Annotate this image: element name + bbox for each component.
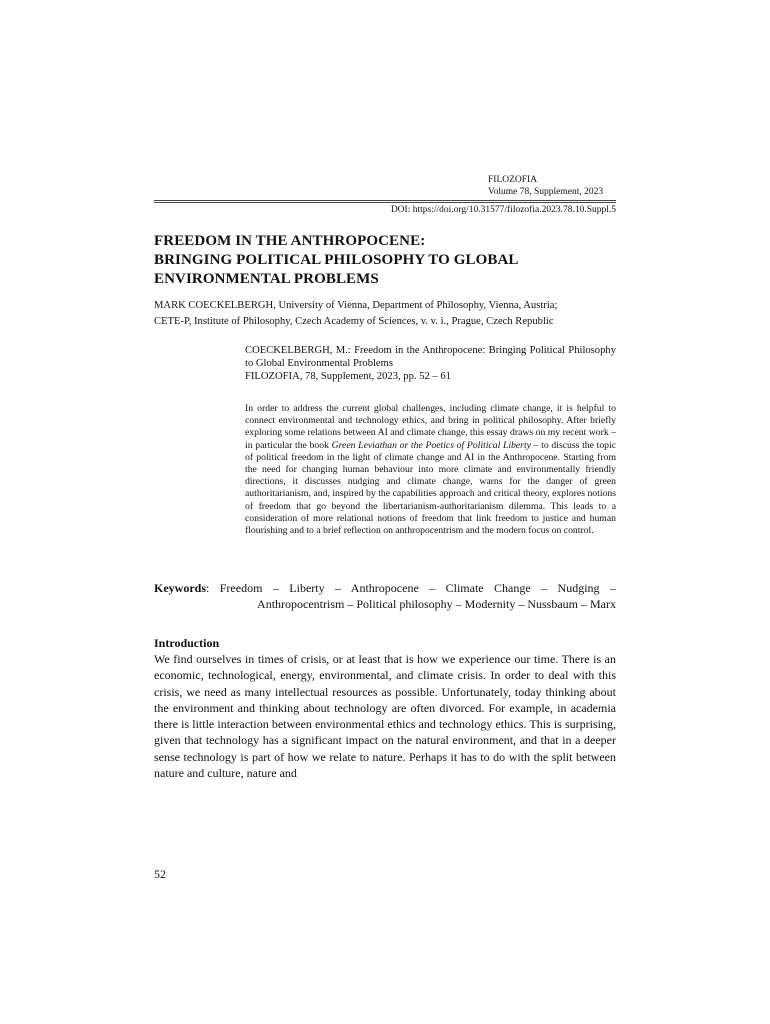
title-line-2: BRINGING POLITICAL PHILOSOPHY TO GLOBAL [154,252,519,268]
author-line-1: MARK COECKELBERGH, University of Vienna, Department of Philosophy, Vienna, Austria; [154,300,558,311]
citation-source: FILOZOFIA, 78, Supplement, 2023, pp. 52 – 61 [245,371,451,382]
keywords-list-2: Anthropocentrism – Political philosophy – Modernity – Nussbaum – Marx [257,597,616,611]
abstract-book-title: Green Leviathan or the Poetics of Political Liberty [331,439,531,451]
keywords-line-1 [154,580,616,596]
abstract-part-1: In order to address the current global challenges, including climate change, it is helpful to connect environmental and technology ethics, and bring in political philosophy. After briefly exploring some relations between AI and climate change, this essay draws on my recent work – in particular the book [245,403,616,451]
author-line-2: CETE-P, Institute of Philosophy, Czech Academy of Sciences, v. v. i., Prague, Czech Republic [154,316,554,327]
header-rule-secondary [154,202,616,203]
page-number: 52 [154,867,166,881]
article-title [154,232,624,289]
doi-link[interactable]: DOI: https://doi.org/10.31577/filozofia.2023.78.10.Suppl.5 [390,205,616,215]
introduction-paragraph: We find ourselves in times of crisis, or at least that is how we experience our time. There is an economic, technological, energy, environmental, and climate crisis. In order to deal with this crisis, we need as many intellectual resources as possible. Unfortunately, today thinking about the environment and thinking about technology are often divorced. For example, in academia there is little interaction between environmental ethics and technology ethics. This is surprising, given that technology has a significant impact on the natural environment, and that in a deeper sense technology is part of how we relate to nature. Perhaps it has to do with the split between nature and culture, nature and [154,652,616,781]
citation-text: COECKELBERGH, M.: Freedom in the Anthropocene: Bringing Political Philosophy to Global Environmental Problems [245,345,616,369]
section-heading-introduction: Introduction [154,636,220,650]
keywords-block [154,580,616,612]
title-line-3: ENVIRONMENTAL PROBLEMS [154,271,379,287]
journal-header [488,175,628,198]
journal-volume: Volume 78, Supplement, 2023 [488,186,604,197]
abstract [245,403,616,537]
abstract-part-2: – to discuss the topic of political freedom in the light of climate change and AI in the Anthropocene. Starting from the need for changing human behaviour into more climate and environmentally friendly directions, it discusses nudging and climate change, warns for the danger of green authoritarianism, and, inspired by the capabilities approach and critical theory, explores notions of freedom that go beyond the libertarianism-authoritarianism dilemma. This leads to a consideration of more relational notions of freedom that link freedom to justice and human flourishing and to a brief reflection on anthropocentrism and the modern focus on control. [245,439,616,537]
journal-name: FILOZOFIA [488,175,538,185]
author-affiliations [154,298,616,330]
header-rule [154,200,616,201]
keywords-list-1: : Freedom – Liberty – Anthropocene – Climate Change – Nudging – [206,581,616,595]
title-line-1: FREEDOM IN THE ANTHROPOCENE: [154,233,426,249]
citation-block [245,344,616,383]
keywords-label: Keywords [154,581,206,595]
